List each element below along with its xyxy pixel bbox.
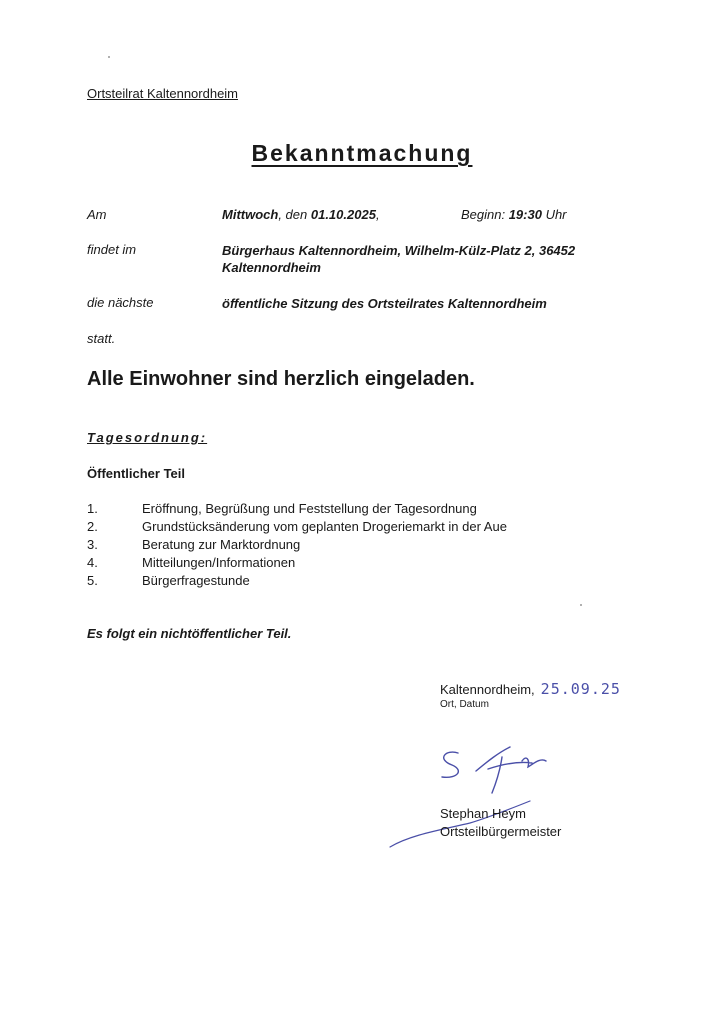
agenda-item — [87, 519, 507, 537]
date-prefix: , den — [278, 207, 311, 222]
place-date-label: Ort, Datum — [440, 699, 489, 710]
signer-role: Ortsteilbürgermeister — [440, 824, 562, 839]
agenda-item-number: 1. — [87, 501, 98, 516]
sender-line: Ortsteilrat Kaltennordheim — [87, 86, 239, 101]
agenda-item-text: Grundstücksänderung vom geplanten Drogeriemarkt in der Aue — [142, 519, 507, 534]
session-name: öffentliche Sitzung des Ortsteilrates Kaltennordheim — [222, 296, 547, 311]
place-name: Kaltennordheim, — [440, 682, 535, 697]
agenda-item-number: 2. — [87, 519, 98, 534]
agenda-item-text: Beratung zur Marktordnung — [142, 537, 301, 552]
agenda-item-number: 3. — [87, 537, 98, 552]
start-time — [461, 207, 567, 222]
scan-speck — [108, 56, 110, 58]
scan-speck — [580, 604, 582, 606]
agenda-heading: Tagesordnung: — [87, 430, 208, 445]
statt-text: statt. — [87, 331, 116, 346]
handwritten-date: 25.09.25 — [540, 680, 621, 698]
location-line-2: Kaltennordheim — [222, 260, 321, 275]
agenda-item — [87, 537, 507, 555]
agenda-item — [87, 501, 507, 519]
agenda-item-number: 5. — [87, 573, 98, 588]
agenda-item-text: Eröffnung, Begrüßung und Feststellung der Tagesordnung — [142, 501, 477, 516]
location-label: findet im — [87, 242, 137, 257]
signature-stroke — [476, 747, 546, 793]
date-suffix: , — [375, 207, 380, 222]
date-value: 01.10.2025 — [310, 207, 376, 222]
start-time-value: 19:30 — [508, 207, 542, 222]
agenda-item-number: 4. — [87, 555, 98, 570]
public-part-heading: Öffentlicher Teil — [87, 466, 185, 481]
agenda-item — [87, 573, 507, 591]
time-unit: Uhr — [541, 207, 567, 222]
agenda-item — [87, 555, 507, 573]
start-label: Beginn: — [461, 207, 509, 222]
weekday: Mittwoch — [222, 207, 279, 222]
document-title: Bekanntmachung — [251, 140, 473, 166]
meeting-date — [222, 207, 380, 222]
next-label: die nächste — [87, 295, 154, 310]
agenda-item-text: Mitteilungen/Informationen — [142, 555, 296, 570]
invitation: Alle Einwohner sind herzlich eingeladen. — [87, 368, 475, 390]
location-line-1: Bürgerhaus Kaltennordheim, Wilhelm-Külz-Platz 2, 36452 — [222, 243, 576, 258]
date-label: Am — [87, 207, 107, 222]
agenda-list — [87, 501, 507, 591]
place-date — [440, 680, 621, 698]
closing-note: Es folgt ein nichtöffentlicher Teil. — [87, 626, 292, 641]
signature-stroke — [442, 752, 458, 777]
agenda-item-text: Bürgerfragestunde — [142, 573, 250, 588]
signer-name: Stephan Heym — [440, 806, 526, 821]
